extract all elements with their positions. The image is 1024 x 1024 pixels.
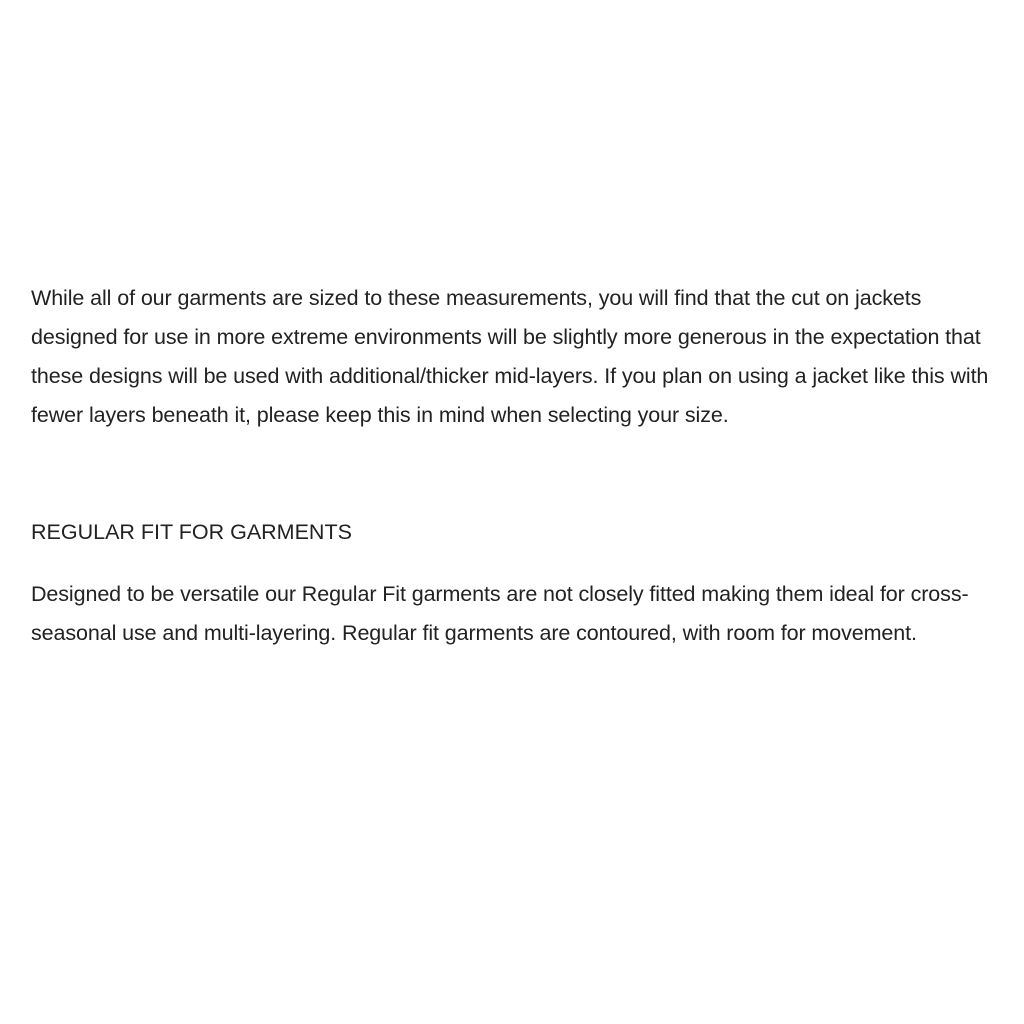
section-paragraph: Designed to be versatile our Regular Fit garments are not closely fitted making them ideal for cross-seasonal use and multi-layering. Regular fit garments are contoured, with room for movement. [31,582,969,645]
section-heading: REGULAR FIT FOR GARMENTS [31,520,352,544]
document-body [31,279,991,653]
intro-paragraph: While all of our garments are sized to these measurements, you will find that the cut on jackets designed for use in more extreme environments will be slightly more generous in the expectation that these designs will be used with additional/thicker mid-layers. If you plan on using a jacket like this with fewer layers beneath it, please keep this in mind when selecting your size. [31,286,989,427]
